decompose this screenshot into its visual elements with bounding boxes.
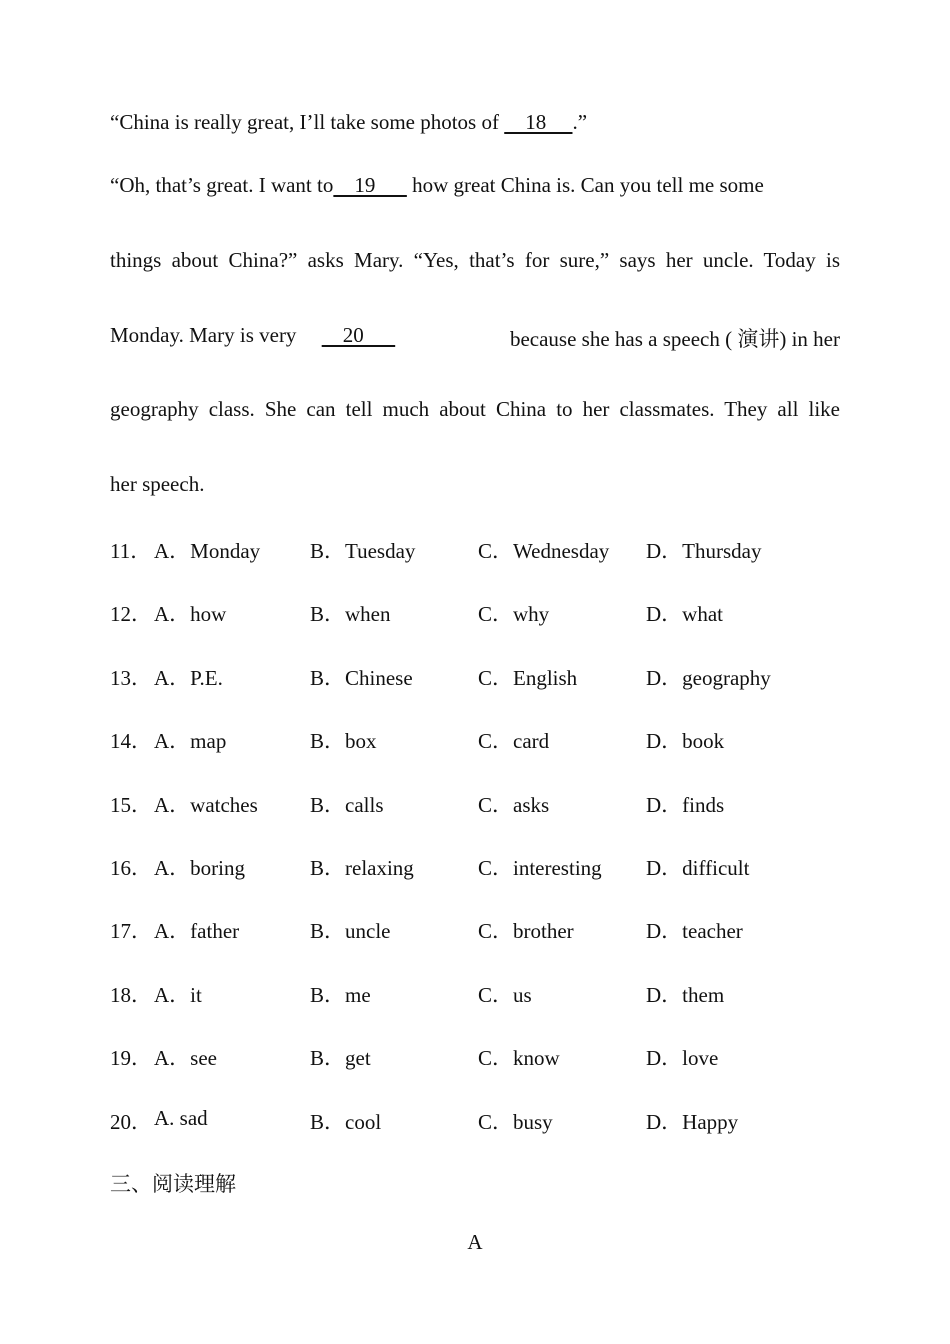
question-number: 18． (110, 982, 152, 1007)
option-a: A．how (154, 602, 227, 627)
option-a: A．father (154, 919, 240, 944)
option-a: A．boring (154, 856, 245, 880)
option-b: B．get (310, 1046, 371, 1071)
passage-line-5: geography class. She can tell much about China to her classmates. They all like (110, 397, 840, 421)
option-d: D．Happy (646, 1109, 739, 1134)
option-b: B．box (310, 729, 377, 754)
option-b: B．cool (310, 1109, 382, 1134)
option-a: A. sad (154, 1105, 208, 1130)
option-c: C．why (478, 602, 550, 627)
option-c: C．asks (478, 792, 550, 817)
option-d: D．teacher (646, 919, 743, 944)
question-row (110, 789, 840, 819)
question-row (110, 535, 840, 565)
option-b: B．Tuesday (310, 539, 416, 563)
passage-text: Monday. Mary is very (110, 323, 297, 347)
option-a: A．P.E. (154, 665, 223, 690)
option-c: C．know (478, 1046, 560, 1071)
option-c: C．brother (478, 919, 574, 944)
passage-line-2 (110, 173, 840, 198)
blank-18: 18 (504, 110, 573, 134)
question-row (110, 915, 840, 945)
passage-line-4 (110, 323, 840, 351)
option-d: D．difficult (646, 856, 750, 880)
question-row (110, 598, 840, 628)
option-c: C．card (478, 729, 550, 754)
passage-text: because she has a speech ( 演讲) in her (509, 327, 840, 351)
option-b: B．Chinese (310, 665, 413, 690)
option-d: D．love (646, 1046, 719, 1071)
question-number: 11． (110, 539, 152, 563)
option-a: A．map (154, 729, 227, 754)
option-c: C．interesting (478, 856, 602, 880)
question-number: 17． (110, 919, 152, 944)
option-a: A．it (154, 982, 202, 1007)
question-number: 15． (110, 792, 152, 817)
question-row (110, 1042, 840, 1072)
option-d: D．them (646, 982, 725, 1007)
passage-text: .” (572, 110, 588, 134)
option-c: C．busy (478, 1109, 553, 1134)
option-d: D．geography (646, 665, 771, 690)
passage-text: “Oh, that’s great. I want to (110, 173, 334, 197)
passage-text: how great China is. Can you tell me some (406, 173, 764, 197)
option-d: D．what (646, 602, 723, 627)
question-row (110, 725, 840, 755)
passage-line-3: things about China?” asks Mary. “Yes, that’s for sure,” says her uncle. Today is (110, 248, 840, 272)
option-d: D．book (646, 729, 725, 754)
question-row (110, 852, 840, 882)
option-b: B．calls (310, 792, 384, 817)
question-number: 14． (110, 729, 152, 754)
option-b: B．relaxing (310, 856, 414, 880)
subsection-label: A (467, 1230, 483, 1254)
question-number: 20． (110, 1109, 152, 1134)
question-number: 19． (110, 1046, 152, 1071)
option-b: B．uncle (310, 919, 391, 944)
blank-20: 20 (321, 323, 396, 347)
passage-line-6: her speech. (110, 472, 205, 496)
passage-text: “China is really great, I’ll take some photos of (110, 110, 505, 134)
option-b: B．me (310, 982, 371, 1007)
option-b: B．when (310, 602, 391, 627)
option-a: A．watches (154, 792, 258, 817)
question-number: 13． (110, 665, 152, 690)
question-number: 16． (110, 856, 152, 880)
passage-line-1 (110, 110, 840, 135)
question-row (110, 1106, 840, 1136)
question-row (110, 979, 840, 1009)
question-number: 12． (110, 602, 152, 627)
option-c: C．us (478, 982, 532, 1007)
option-a: A．Monday (154, 539, 261, 563)
option-a: A．see (154, 1046, 217, 1071)
option-d: D．Thursday (646, 539, 762, 563)
option-d: D．finds (646, 792, 725, 817)
blank-19: 19 (333, 173, 407, 197)
option-c: C．English (478, 665, 578, 690)
question-row (110, 662, 840, 692)
section-title: 三、阅读理解 (110, 1172, 236, 1196)
option-c: C．Wednesday (478, 539, 610, 563)
